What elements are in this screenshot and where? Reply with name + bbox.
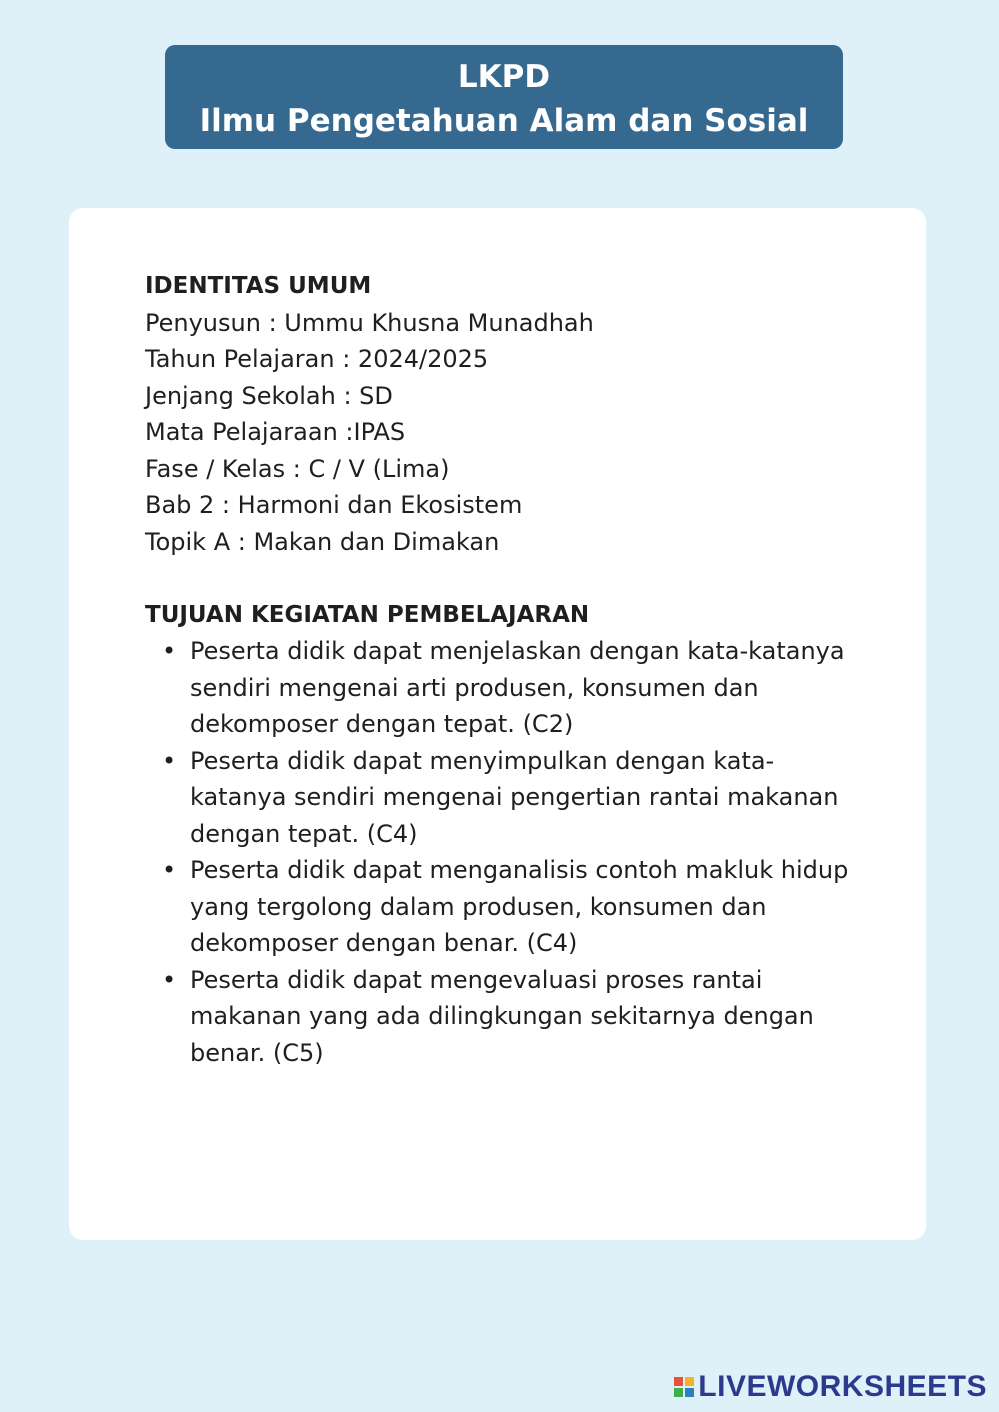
goal-item: • Peserta didik dapat menyimpulkan dengan kata-katanya sendiri mengenai pengertian rantai makanan dengan tepat. (C4) [190,743,865,853]
identity-phase-class: Fase / Kelas : C / V (Lima) [145,454,450,483]
worksheet-content [145,268,865,1071]
identity-heading: IDENTITAS UMUM [145,273,372,299]
goal-item: • Peserta didik dapat menjelaskan dengan kata-katanya sendiri mengenai arti produsen, konsumen dan dekomposer dengan tepat. (C2) [190,633,865,743]
goal-item: • Peserta didik dapat mengevaluasi proses rantai makanan yang ada dilingkungan sekitarnya dengan benar. (C5) [190,962,865,1072]
goal-item: • Peserta didik dapat menganalisis contoh makluk hidup yang tergolong dalam produsen, konsumen dan dekomposer dengan benar. (C4) [190,852,865,962]
identity-school-year: Tahun Pelajaran : 2024/2025 [145,345,489,373]
title-banner [165,45,843,149]
identity-subject: Mata Pelajaraan :IPAS [145,418,406,446]
logo-text: LIVEWORKSHEETS [698,1370,987,1403]
title-lkpd: LKPD [457,59,551,95]
identity-school-level: Jenjang Sekolah : SD [145,381,393,410]
identity-chapter: Bab 2 : Harmoni dan Ekosistem [145,491,523,519]
section-spacer [145,560,865,597]
identity-author: Penyusun : Ummu Khusna Munadhah [145,308,594,337]
identity-topic: Topik A : Makan dan Dimakan [145,527,500,556]
title-subject: Ilmu Pengetahuan Alam dan Sosial [199,103,809,139]
liveworksheets-logo[interactable] [674,1370,987,1404]
goals-list [145,633,865,1071]
liveworksheets-logo-icon [674,1377,694,1397]
goals-heading: TUJUAN KEGIATAN PEMBELAJARAN [145,601,590,628]
